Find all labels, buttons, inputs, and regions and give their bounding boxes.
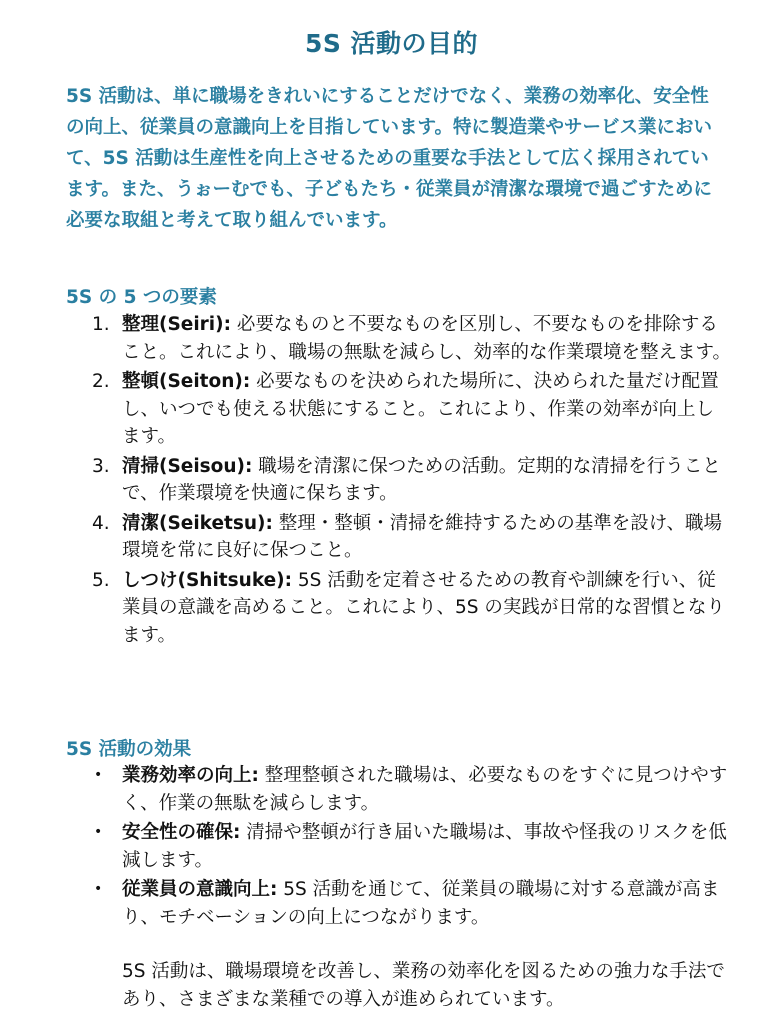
bullet-icon: • bbox=[94, 824, 103, 840]
list-item bbox=[92, 311, 732, 366]
closing-paragraph: 5S 活動は、職場環境を改善し、業務の効率化を図るための強力な手法であり、さまざまな業種での導入が進められています。 bbox=[122, 961, 725, 1010]
effect-description: 5S 活動を通じて、従業員の職場に対する意識が高まり、モチベーションの向上につながります。 bbox=[122, 879, 720, 928]
element-description: 必要なものを決められた場所に、決められた量だけ配置し、いつでも使える状態にすること。これにより、作業の効率が向上します。 bbox=[122, 371, 719, 447]
list-number: 2. bbox=[92, 371, 110, 392]
intro-paragraph: 5S 活動は、単に職場をきれいにすることだけでなく、業務の効率化、安全性の向上、従業員の意識向上を目指しています。特に製造業やサービス業において、5S 活動は生産性を向上させるための重要な手法として広く採用されています。また、うぉーむでも、子どもたち・従業員が清潔な環境で過ごすために必要な取組と考えて取り組んでいます。 bbox=[66, 86, 713, 231]
list-item bbox=[92, 368, 732, 451]
list-item bbox=[92, 762, 732, 817]
bullet-icon: • bbox=[94, 881, 103, 897]
list-number: 1. bbox=[92, 314, 110, 335]
element-description: 必要なものと不要なものを区別し、不要なものを排除すること。これにより、職場の無駄を減らし、効率的な作業環境を整えます。 bbox=[122, 314, 732, 363]
list-item bbox=[92, 567, 732, 650]
list-number: 5. bbox=[92, 569, 110, 591]
elements-heading: 5S の 5 つの要素 bbox=[66, 287, 217, 308]
element-term: しつけ(Shitsuke): bbox=[122, 569, 293, 591]
effect-description: 清掃や整頓が行き届いた職場は、事故や怪我のリスクを低減します。 bbox=[122, 822, 727, 871]
element-description: 整理・整頓・清掃を維持するための基準を設け、職場環境を常に良好に保つこと。 bbox=[122, 512, 723, 561]
list-item bbox=[92, 876, 732, 931]
effect-description: 整理整頓された職場は、必要なものをすぐに見つけやすく、作業の無駄を減らします。 bbox=[122, 765, 728, 814]
effects-heading: 5S 活動の効果 bbox=[66, 739, 192, 760]
effects-list bbox=[92, 762, 732, 933]
element-term: 清潔(Seiketsu): bbox=[122, 512, 273, 534]
effect-term: 業務効率の向上: bbox=[122, 765, 259, 786]
list-item bbox=[92, 819, 732, 874]
page-title: 5S 活動の目的 bbox=[304, 29, 479, 58]
element-term: 清掃(Seisou): bbox=[122, 455, 253, 477]
list-item bbox=[92, 453, 732, 508]
list-item bbox=[92, 510, 732, 565]
element-term: 整理(Seiri): bbox=[122, 314, 231, 335]
element-term: 整頓(Seiton): bbox=[122, 371, 251, 392]
list-number: 4. bbox=[92, 512, 110, 534]
list-number: 3. bbox=[92, 455, 110, 477]
element-description: 5S 活動を定着させるための教育や訓練を行い、従業員の意識を高めること。これにより、5S の実践が日常的な習慣となります。 bbox=[122, 569, 725, 646]
effect-term: 従業員の意識向上: bbox=[122, 879, 278, 900]
bullet-icon: • bbox=[94, 767, 103, 783]
effect-term: 安全性の確保: bbox=[122, 822, 241, 843]
element-description: 職場を清潔に保つための活動。定期的な清掃を行うことで、作業環境を快適に保ちます。 bbox=[122, 455, 721, 504]
elements-list bbox=[92, 311, 732, 651]
